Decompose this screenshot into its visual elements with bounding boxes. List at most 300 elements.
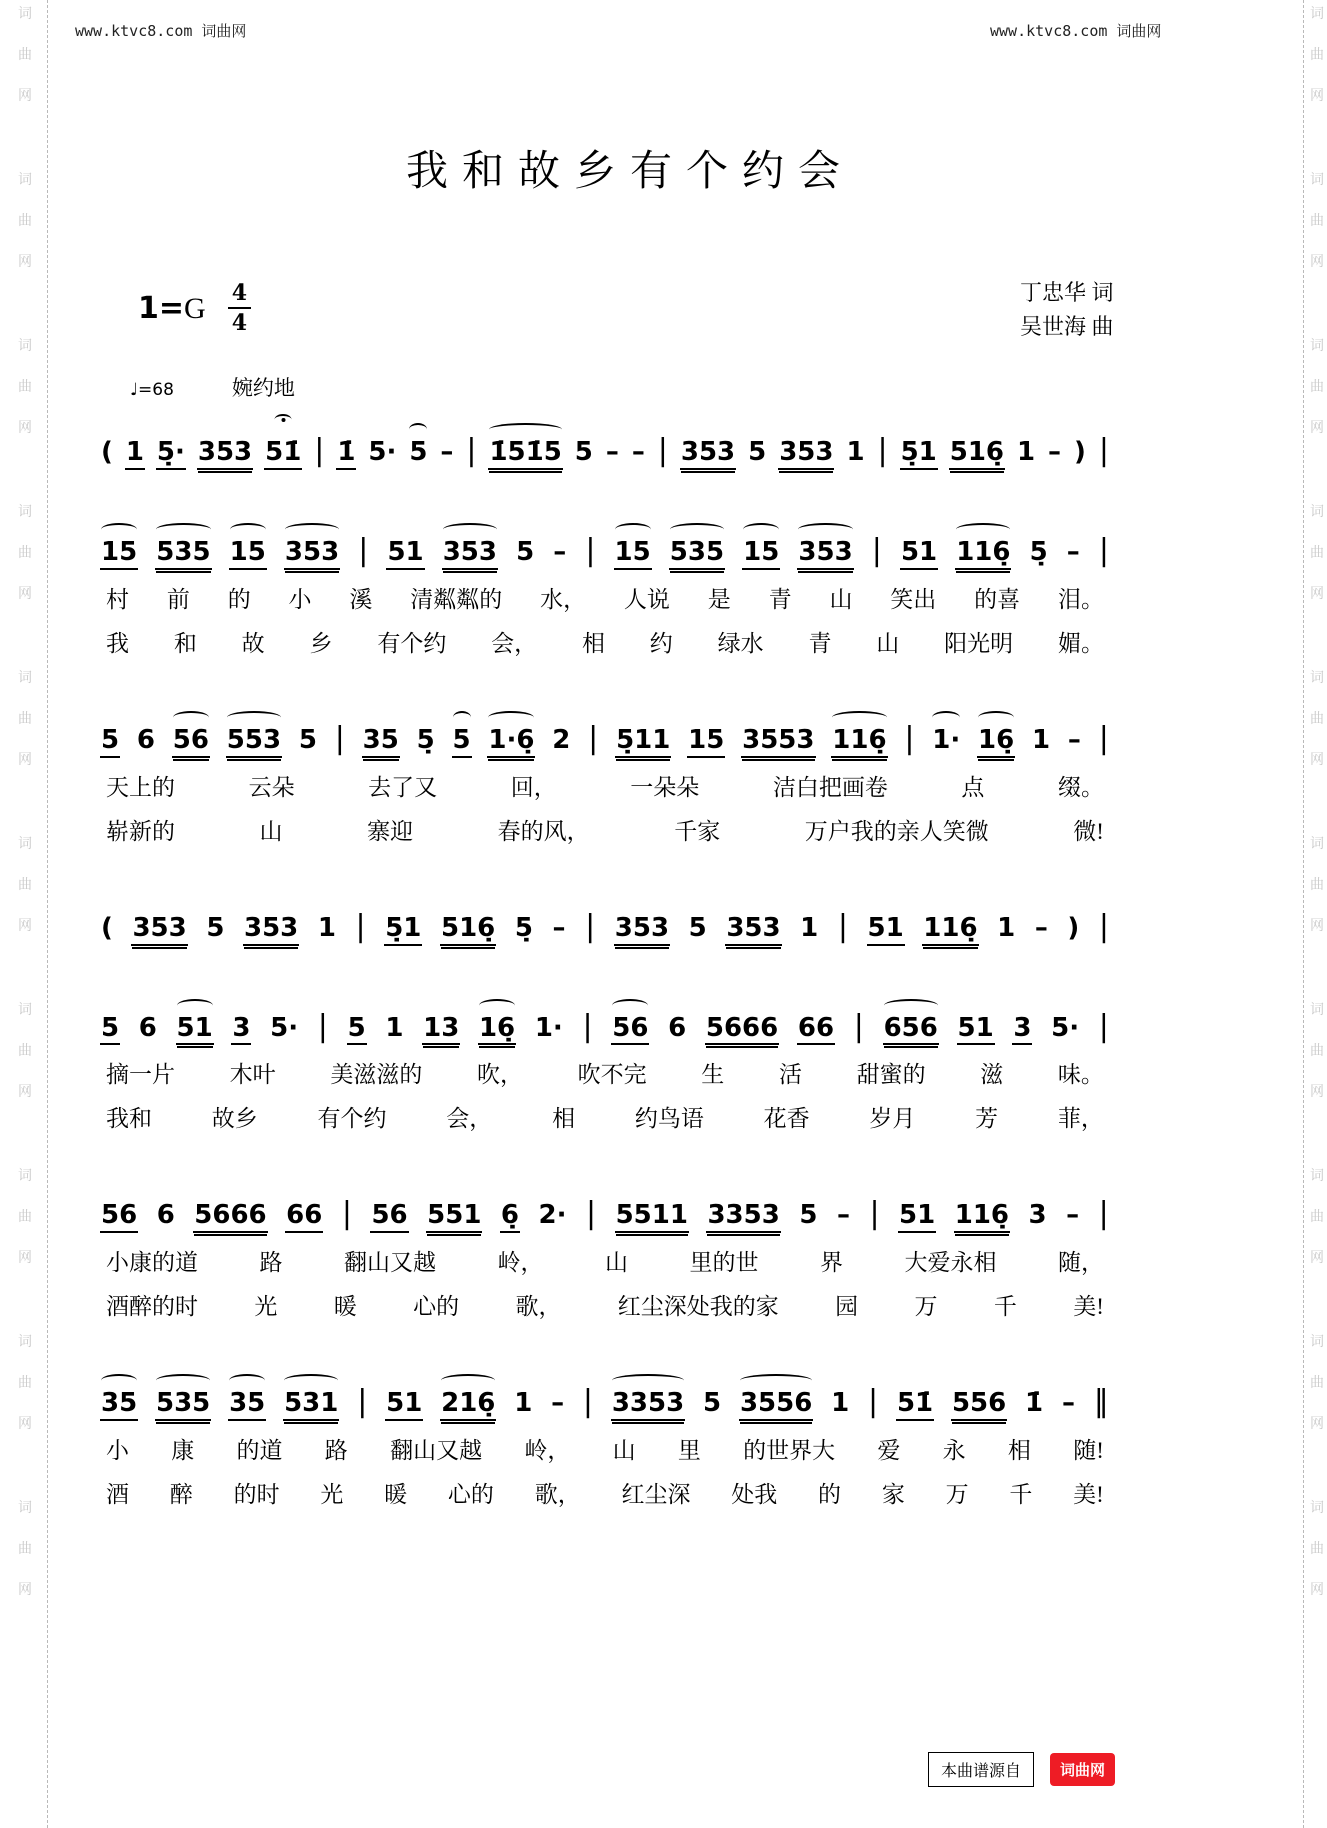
lyric-chunk: 路 [324, 1438, 348, 1464]
note-token: 51 [176, 1014, 214, 1046]
barline: | [582, 1384, 594, 1420]
credits [1020, 276, 1114, 344]
note-token: 353 [797, 538, 853, 570]
barline: | [904, 720, 915, 756]
lyric-chunk: 前 [166, 586, 190, 612]
note-token: 1 [1016, 437, 1036, 467]
watermark-char: 曲 [18, 46, 32, 62]
barline: | [341, 1196, 352, 1232]
lyric-chunk: 阳光明 [944, 630, 1014, 656]
note-token: 5 [298, 724, 317, 755]
watermark-char: 网 [1310, 253, 1324, 269]
lyric-chunk: 路 [259, 1250, 283, 1276]
note-token: 5 [703, 1388, 722, 1419]
note-token: 5 [100, 726, 120, 758]
lyric-chunk: 去了又 [368, 774, 438, 800]
lyric-chunk: 天上的 [106, 774, 175, 800]
barline: | [657, 433, 668, 468]
lyric-chunk: 美滋滋的 [330, 1062, 423, 1088]
lyric-chunk: 美! [1073, 1482, 1104, 1508]
note-token: 5̣1 [384, 914, 422, 946]
system-6 [100, 1175, 1110, 1321]
lyric-chunk: 家 [881, 1482, 905, 1508]
note-token: 353 [614, 914, 670, 946]
barline: | [585, 1196, 597, 1232]
lyric-line-1 [100, 769, 1110, 802]
barline: | [1098, 908, 1109, 944]
note-token: 531 [283, 1389, 339, 1421]
lyric-chunk: 约鸟语 [634, 1106, 704, 1132]
note-token: 5· [1051, 1012, 1080, 1043]
watermark-char: 曲 [1310, 876, 1324, 892]
note-token: – [440, 437, 454, 467]
note-token: – [631, 437, 645, 467]
lyric-chunk: 回， [510, 774, 557, 800]
watermark-char: 网 [18, 1581, 32, 1597]
lyric-chunk: 相 [581, 630, 605, 656]
note-token: 3556 [739, 1389, 813, 1421]
note-token: 5̣ [1029, 536, 1048, 567]
note-token: 6 [136, 724, 155, 755]
lyric-chunk: 乡 [309, 630, 333, 656]
lyric-line-1 [100, 1432, 1110, 1465]
lyric-chunk: 光 [254, 1294, 278, 1320]
lyric-chunk: 暖 [384, 1482, 408, 1508]
expression-marking: 婉约地 [231, 376, 295, 400]
watermark-char: 曲 [18, 544, 32, 560]
watermark-char: 词 [18, 1499, 32, 1515]
note-token: 353 [680, 438, 736, 470]
lyric-chunk: 有个约 [377, 630, 447, 656]
note-token: 3 [1028, 1200, 1047, 1231]
note-token: 66 [285, 1201, 323, 1233]
watermark-char: 词 [18, 1001, 32, 1017]
note-token: 5 [516, 536, 535, 567]
barline: | [869, 1196, 880, 1232]
lyric-chunk: 水， [540, 586, 587, 612]
lyric-chunk: 村 [106, 586, 129, 612]
note-token: 51 [867, 914, 905, 946]
lyric-line-2 [100, 1288, 1110, 1321]
watermark-char: 曲 [18, 1042, 32, 1058]
lyric-chunk: 吹不完 [577, 1062, 647, 1088]
note-token: 116̣ [954, 1201, 1010, 1233]
note-token: 1· [932, 724, 961, 755]
note-token: 5 [748, 437, 767, 467]
lyric-chunk: 光 [320, 1482, 344, 1508]
note-token: 1·6̣ [487, 726, 535, 758]
watermark-char: 网 [1310, 917, 1324, 933]
watermark-char: 曲 [1310, 1540, 1324, 1556]
lyric-chunk: 处我 [731, 1482, 778, 1508]
note-token: – [1061, 1388, 1075, 1419]
note-token: 35 [100, 1389, 138, 1421]
note-token: 1 [385, 1012, 404, 1043]
note-token: 51 [385, 1389, 423, 1421]
note-token: 353 [725, 914, 781, 946]
watermark-char: 网 [1310, 585, 1324, 601]
barline: | [466, 433, 477, 468]
lyric-chunk: 美! [1073, 1294, 1104, 1320]
note-token: 353 [243, 914, 299, 946]
note-token: ( [101, 437, 113, 467]
note-token: ) [1074, 437, 1086, 467]
lyric-chunk: 万户我的亲人笑微 [804, 818, 989, 844]
note-token: 553 [226, 726, 282, 758]
note-token: 35 [362, 726, 400, 758]
right-watermark-column [1310, 6, 1324, 1828]
note-token: 1 [846, 437, 865, 467]
lyric-chunk: 岭， [524, 1438, 571, 1464]
watermark-char: 词 [1310, 503, 1324, 519]
lyric-chunk: 芳 [975, 1106, 999, 1132]
left-dashed-border [47, 0, 48, 1828]
note-token: ( [101, 912, 113, 943]
note-token: 5̣1 [900, 438, 938, 470]
barline: | [358, 532, 369, 568]
notation-line [100, 412, 1110, 470]
lyric-chunk: 永 [942, 1438, 966, 1464]
watermark-char: 词 [1310, 171, 1324, 187]
watermark-char: 网 [1310, 1415, 1324, 1431]
watermark-char: 词 [1310, 835, 1324, 851]
watermark-char: 网 [1310, 1581, 1324, 1597]
lyric-chunk: 大爱永相 [904, 1250, 997, 1276]
watermark-char: 词 [18, 1333, 32, 1349]
lyric-chunk: 的 [227, 586, 251, 612]
barline: | [877, 433, 888, 468]
lyric-chunk: 味。 [1057, 1062, 1104, 1088]
watermark-char: 曲 [1310, 46, 1324, 62]
watermark-char: 曲 [18, 876, 32, 892]
lyric-chunk: 千家 [674, 818, 721, 844]
note-token: 1 [800, 912, 819, 943]
watermark-char: 词 [18, 835, 32, 851]
watermark-char: 网 [18, 585, 32, 601]
watermark-char: 词 [18, 1167, 32, 1183]
lyric-chunk: 缀。 [1057, 774, 1104, 800]
notation-line [100, 700, 1110, 758]
lyric-chunk: 会， [491, 630, 538, 656]
note-token: 56 [611, 1014, 649, 1046]
right-dashed-border [1303, 0, 1304, 1828]
note-token: – [1066, 1200, 1080, 1231]
note-token: 5· [270, 1012, 299, 1043]
watermark-char: 词 [18, 337, 32, 353]
lyric-chunk: 暖 [333, 1294, 357, 1320]
note-token: 51̇ [264, 438, 302, 470]
lyric-chunk: 千 [993, 1294, 1017, 1320]
watermark-char: 网 [18, 751, 32, 767]
lyric-chunk: 康 [171, 1438, 195, 1464]
lyric-chunk: 小 [106, 1438, 129, 1464]
lyric-chunk: 界 [820, 1250, 843, 1276]
note-token: 1 [1032, 724, 1051, 755]
note-token: 353 [778, 438, 834, 470]
note-token: 6 [138, 1012, 157, 1043]
watermark-char: 词 [1310, 669, 1324, 685]
note-token: 15 [614, 538, 652, 570]
note-token: 5· [368, 437, 397, 467]
note-token: 5̣· [156, 438, 186, 470]
lyric-chunk: 翻山又越 [344, 1250, 436, 1276]
notation-line [100, 512, 1110, 570]
lyric-chunk: 媚。 [1057, 630, 1104, 656]
lyric-chunk: 会， [446, 1106, 493, 1132]
lyric-chunk: 山 [259, 818, 283, 844]
lyric-line-1 [100, 1056, 1110, 1089]
lyric-chunk: 活 [778, 1062, 802, 1088]
left-watermark-column [18, 6, 32, 1828]
watermark-char: 网 [18, 1415, 32, 1431]
note-token: 5666 [705, 1014, 779, 1046]
note-token: 5 [688, 912, 707, 943]
note-token: 56 [370, 1201, 408, 1233]
note-token: 56 [100, 1201, 138, 1233]
lyric-chunk: 清粼粼的 [410, 586, 503, 612]
note-token: 535 [155, 538, 211, 570]
watermark-char: 词 [1310, 337, 1324, 353]
note-token: 16̣ [478, 1014, 516, 1046]
note-token: ) [1067, 912, 1080, 943]
note-token: – [552, 912, 566, 943]
note-token: – [1048, 437, 1062, 467]
lyric-chunk: 红尘深 [621, 1482, 691, 1508]
note-token: 15 [100, 538, 138, 570]
watermark-top-right: www.ktvc8.com 词曲网 [990, 22, 1162, 40]
lyric-chunk: 万 [914, 1294, 938, 1320]
note-token: 1̇ [1025, 1388, 1044, 1419]
tempo-marking: ♩=68 [130, 380, 174, 400]
lyric-chunk: 有个约 [317, 1106, 387, 1132]
note-token: 3 [1012, 1014, 1032, 1046]
watermark-char: 曲 [18, 710, 32, 726]
note-token: 116̣ [831, 726, 887, 758]
barline: ‖ [1093, 1384, 1109, 1420]
note-token: 6̣ [500, 1201, 520, 1233]
watermark-char: 词 [1310, 5, 1324, 21]
barline: | [837, 908, 848, 944]
lyric-chunk: 园 [835, 1294, 859, 1320]
note-token: 1 [997, 912, 1016, 943]
watermark-char: 词 [1310, 1499, 1324, 1515]
watermark-char: 曲 [1310, 1208, 1324, 1224]
barline: | [357, 1384, 368, 1420]
note-token: 5̣ [416, 724, 435, 755]
note-token: 2· [538, 1200, 567, 1231]
watermark-char: 网 [1310, 87, 1324, 103]
note-token: 15 [687, 726, 725, 758]
note-token: 51 [386, 538, 424, 570]
note-token: – [551, 1388, 565, 1419]
lyric-chunk: 笑出 [890, 586, 937, 612]
watermark-char: 网 [18, 1083, 32, 1099]
note-token: 15 [742, 538, 780, 570]
barline: | [355, 908, 366, 944]
notation-line [100, 988, 1110, 1046]
watermark-char: 网 [1310, 1249, 1324, 1265]
lyric-chunk: 山 [612, 1438, 636, 1464]
system-2 [100, 512, 1110, 658]
note-token: 5̣11 [615, 726, 671, 758]
lyric-chunk: 山 [876, 630, 900, 656]
note-token: – [605, 437, 619, 467]
watermark-char: 网 [18, 87, 32, 103]
watermark-char: 网 [18, 253, 32, 269]
lyric-chunk: 甜蜜的 [856, 1062, 926, 1088]
fermata-icon [275, 414, 292, 425]
barline: | [588, 720, 599, 756]
lyric-chunk: 微! [1073, 818, 1104, 844]
time-signature-denominator: 4 [231, 310, 247, 336]
lyric-chunk: 里 [677, 1438, 701, 1464]
note-token: 535 [669, 538, 725, 570]
lyric-chunk: 一朵朵 [630, 774, 700, 800]
lyric-chunk: 红尘深处我的家 [617, 1294, 779, 1320]
watermark-char: 曲 [1310, 1042, 1324, 1058]
barline: | [585, 532, 596, 568]
footer [928, 1752, 1115, 1787]
watermark-char: 词 [18, 5, 32, 21]
watermark-char: 词 [1310, 1167, 1324, 1183]
note-token: 1̇51̇5 [488, 438, 562, 470]
watermark-char: 曲 [1310, 1374, 1324, 1390]
key-signature: 1=G [138, 290, 206, 326]
note-token: 51 [900, 538, 938, 570]
lyric-chunk: 花香 [763, 1106, 810, 1132]
lyric-chunk: 千 [1009, 1482, 1033, 1508]
lyric-chunk: 小康的道 [106, 1250, 198, 1276]
lyric-chunk: 随! [1073, 1438, 1104, 1464]
note-token: 1 [831, 1388, 850, 1419]
barline: | [871, 532, 882, 568]
note-token: 353 [131, 914, 187, 946]
note-token: 5 [206, 912, 225, 943]
note-token: 5666 [193, 1201, 267, 1233]
lyric-chunk: 酒 [106, 1482, 129, 1508]
lyric-line-2 [100, 813, 1110, 846]
watermark-char: 词 [18, 503, 32, 519]
note-token: 656 [883, 1014, 939, 1046]
note-token: 556 [951, 1389, 1007, 1421]
system-7 [100, 1363, 1110, 1509]
lyric-line-1 [100, 1244, 1110, 1277]
note-token: 5511 [615, 1201, 689, 1233]
lyric-chunk: 溪 [349, 586, 373, 612]
system-5 [100, 988, 1110, 1134]
lyric-chunk: 是 [707, 586, 731, 612]
lyric-line-2 [100, 625, 1110, 658]
note-token: 516̣ [949, 438, 1005, 470]
time-signature-numerator: 4 [228, 282, 251, 309]
lyric-chunk: 岁月 [869, 1106, 916, 1132]
note-token: 3353 [706, 1201, 780, 1233]
watermark-char: 曲 [18, 1540, 32, 1556]
note-token: 5 [799, 1200, 818, 1231]
note-token: 3 [231, 1014, 251, 1046]
lyric-chunk: 心的 [413, 1294, 460, 1320]
composer-credit: 吴世海 曲 [1020, 314, 1114, 340]
note-token: 116̣ [955, 538, 1011, 570]
watermark-char: 词 [18, 669, 32, 685]
barline: | [1098, 532, 1109, 568]
watermark-char: 词 [18, 171, 32, 187]
watermark-char: 网 [1310, 1083, 1324, 1099]
lyric-chunk: 故 [241, 630, 265, 656]
lyric-chunk: 岭， [497, 1250, 544, 1276]
barline: | [314, 433, 325, 468]
lyric-line-2 [100, 1100, 1110, 1133]
note-token: – [1067, 724, 1081, 755]
note-token: 5̣ [514, 912, 533, 943]
watermark-char: 网 [18, 917, 32, 933]
watermark-char: 曲 [1310, 212, 1324, 228]
note-token: 1 [317, 912, 336, 943]
barline: | [582, 1008, 593, 1044]
note-token: 51 [957, 1014, 995, 1046]
note-token: 51̇ [896, 1389, 934, 1421]
note-token: 3353 [611, 1389, 685, 1421]
lyricist-credit: 丁忠华 词 [1020, 280, 1114, 305]
lyric-chunk: 小 [288, 586, 312, 612]
lyric-chunk: 我 [106, 630, 129, 656]
lyric-chunk: 的时 [233, 1482, 280, 1508]
source-label: 本曲谱源自 [928, 1752, 1034, 1787]
lyric-chunk: 春的风， [497, 818, 590, 844]
system-3 [100, 700, 1110, 846]
system-4 [100, 888, 1110, 946]
note-token: 6 [156, 1200, 175, 1231]
note-token: 66 [797, 1014, 835, 1046]
system-1 [100, 412, 1110, 470]
lyric-chunk: 点 [961, 774, 985, 800]
watermark-char: 曲 [1310, 544, 1324, 560]
barline: | [1098, 433, 1109, 468]
barline: | [1098, 1196, 1109, 1232]
barline: | [317, 1008, 328, 1044]
lyric-chunk: 崭新的 [106, 818, 175, 844]
note-token: 1 [514, 1388, 533, 1419]
site-badge: 词曲网 [1050, 1753, 1115, 1786]
note-token: – [836, 1200, 850, 1231]
note-token: 353 [442, 538, 498, 570]
lyric-chunk: 万 [945, 1482, 969, 1508]
watermark-char: 曲 [1310, 378, 1324, 394]
tempo-row [130, 372, 295, 402]
barline: | [1098, 720, 1109, 756]
watermark-char: 曲 [18, 1208, 32, 1224]
watermark-char: 曲 [1310, 710, 1324, 726]
time-signature [228, 282, 251, 334]
lyric-chunk: 木叶 [229, 1062, 276, 1088]
notation-line [100, 1363, 1110, 1421]
note-token: 51 [898, 1201, 936, 1233]
lyric-chunk: 醉 [169, 1482, 193, 1508]
lyric-chunk: 山 [829, 586, 853, 612]
watermark-char: 网 [1310, 751, 1324, 767]
lyric-chunk: 故乡 [211, 1106, 258, 1132]
note-token: 5 [574, 437, 593, 467]
lyric-chunk: 翻山又越 [390, 1438, 483, 1464]
note-token: 535 [155, 1389, 211, 1421]
lyric-chunk: 寨迎 [367, 818, 414, 844]
lyric-chunk: 青 [808, 630, 832, 656]
lyric-chunk: 酒醉的时 [106, 1294, 198, 1320]
lyric-chunk: 洁白把画卷 [772, 774, 888, 800]
watermark-char: 曲 [18, 212, 32, 228]
watermark-char: 网 [1310, 419, 1324, 435]
barline: | [1098, 1008, 1109, 1044]
